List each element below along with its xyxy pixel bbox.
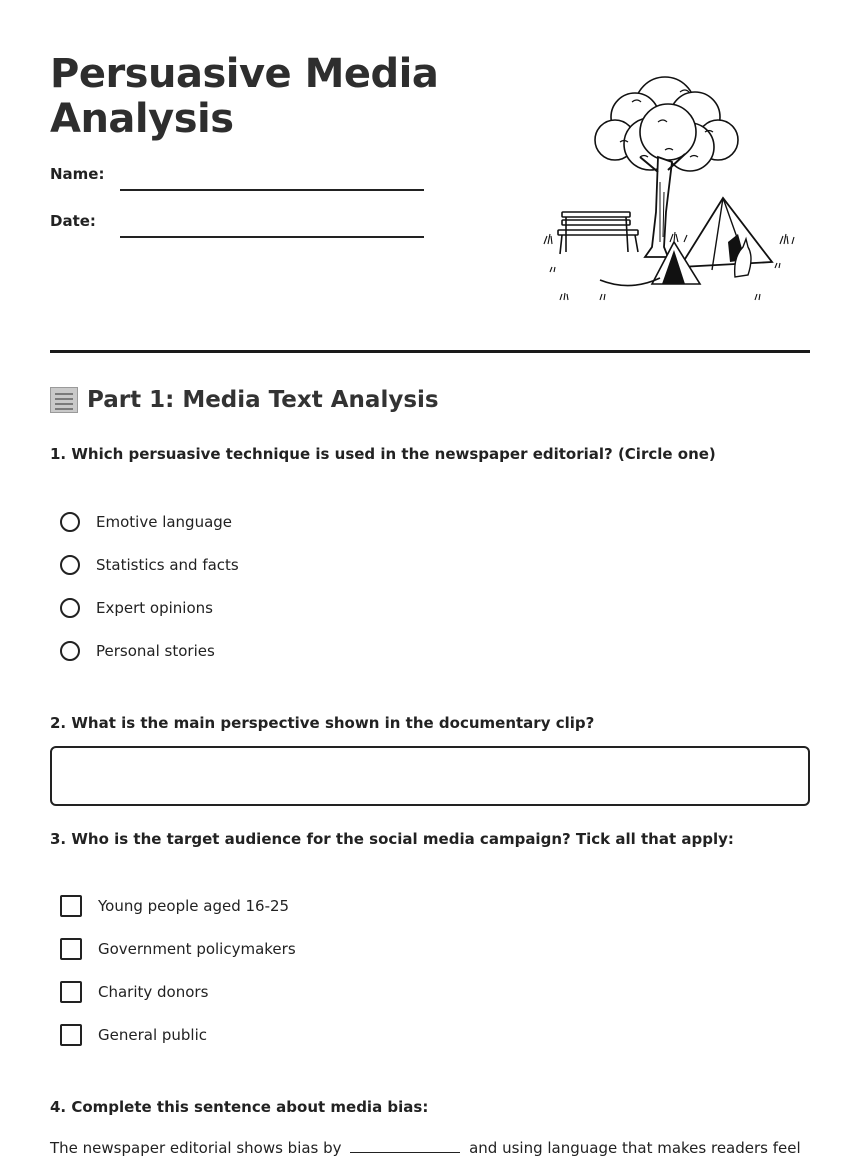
q1-option-label: Statistics and facts [96, 556, 239, 574]
q3-option-label: Government policymakers [98, 940, 296, 958]
checkbox[interactable] [60, 938, 82, 960]
q3-option-label: Charity donors [98, 983, 209, 1001]
question-1: 1. Which persuasive technique is used in the newspaper editorial? (Circle one) [50, 445, 716, 463]
q1-option-label: Emotive language [96, 513, 233, 531]
q3-option-label: Young people aged 16-25 [98, 897, 290, 915]
section-divider [50, 350, 810, 353]
q4-sentence-end: and using language that makes readers feel [469, 1139, 801, 1157]
checkbox[interactable] [60, 981, 82, 1003]
q3-option-government-policymakers[interactable] [60, 937, 296, 961]
radio-circle[interactable] [60, 641, 80, 661]
q4-sentence-start: The newspaper editorial shows bias by [50, 1139, 342, 1157]
q1-option-expert-opinions[interactable] [60, 596, 213, 620]
newspaper-icon [50, 387, 78, 413]
question-4: 4. Complete this sentence about media bias: [50, 1098, 429, 1116]
checkbox[interactable] [60, 895, 82, 917]
worksheet-title: Persuasive Media Analysis [50, 51, 439, 142]
name-label: Name: [50, 165, 105, 183]
worksheet-page [50, 0, 810, 1161]
name-field[interactable] [120, 165, 424, 191]
radio-circle[interactable] [60, 598, 80, 618]
q4-blank[interactable] [350, 1140, 460, 1153]
q3-option-charity-donors[interactable] [60, 980, 208, 1004]
q3-option-label: General public [98, 1026, 208, 1044]
q2-answer-box[interactable] [50, 746, 810, 806]
radio-circle[interactable] [60, 555, 80, 575]
q3-option-young-people[interactable] [60, 894, 289, 918]
date-field[interactable] [120, 212, 424, 238]
part-1-heading-text: Part 1: Media Text Analysis [87, 387, 439, 413]
date-label: Date: [50, 212, 96, 230]
q1-option-statistics-and-facts[interactable] [60, 553, 239, 577]
q1-option-emotive-language[interactable] [60, 510, 232, 534]
radio-circle[interactable] [60, 512, 80, 532]
question-2: 2. What is the main perspective shown in the documentary clip? [50, 714, 595, 732]
q1-option-label: Personal stories [96, 642, 215, 660]
part-1-heading [50, 387, 439, 413]
checkbox[interactable] [60, 1024, 82, 1046]
q4-sentence [50, 1139, 801, 1157]
q3-option-general-public[interactable] [60, 1023, 207, 1047]
q1-option-personal-stories[interactable] [60, 639, 215, 663]
q1-option-label: Expert opinions [96, 599, 213, 617]
park-camping-illustration [540, 62, 800, 307]
question-3: 3. Who is the target audience for the social media campaign? Tick all that apply: [50, 830, 734, 848]
